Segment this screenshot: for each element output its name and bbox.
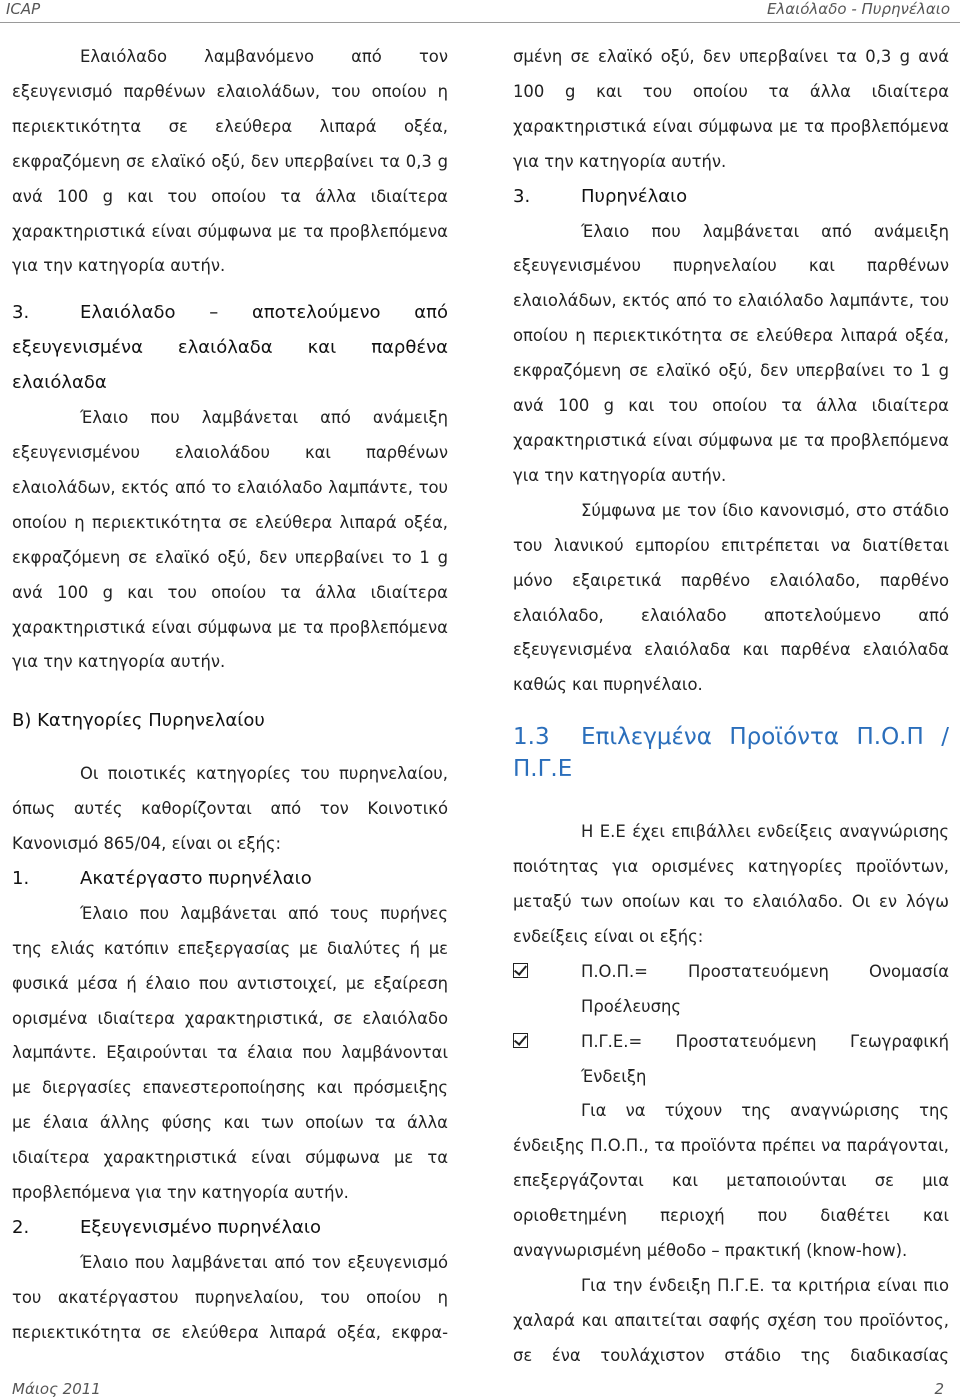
left-section-b-heading: Β) Κατηγορίες Πυρηνελαίου [12, 710, 265, 732]
footer-date: Μάιος 2011 [12, 1380, 101, 1398]
page-header [0, 0, 960, 23]
bullet-pop-continuation: Προέλευσης [581, 996, 682, 1016]
header-right-text: Ελαιόλαδο - Πυρηνέλαιο [766, 0, 950, 18]
left-heading-2-title: Εξευγενισμένο πυρηνέλαιο [80, 1217, 321, 1238]
right-column [513, 40, 949, 1374]
right-paragraph-1: σμένη σε ελαϊκό οξύ, δεν υπερβαίνει τα 0,3 g ανά 100 g και του οποίου τα άλλα ιδιαίτερα χαρακτηριστικά είναι σύμφωνα με τα προβλεπόμενα για την κατηγορία αυτήν. [513, 47, 949, 171]
page-number: 2 [934, 1380, 944, 1398]
paragraph-5-first-line [513, 1094, 949, 1129]
right-paragraph-6: Για την ένδειξη Π.Γ.Ε. τα κριτήρια είναι πιο χαλαρά και απαιτείται σαφής σχέση του προϊόντος, σε ένα τουλάχιστον στάδιο της διαδικασίας [513, 1276, 949, 1365]
left-heading-1-title: Ακατέργαστο πυρηνέλαιο [80, 867, 312, 889]
right-heading-3-title: Πυρηνέλαιο [581, 185, 688, 207]
bullet-pge [513, 1025, 949, 1060]
right-paragraph-5: ένδειξης Π.Ο.Π., τα προϊόντα πρέπει να παράγονται, επεξεργάζονται και μεταποιούνται σε μια οριοθετημένη περιοχή που διαθέτει και αναγνωρισμένη μέθοδο – πρακτική (know-how). [513, 1136, 949, 1261]
left-heading-1 [12, 862, 448, 897]
left-heading-2 [12, 1211, 448, 1246]
bullet-pop [513, 955, 949, 990]
right-paragraph-5-first-line: Για να τύχουν της αναγνώρισης της [581, 1101, 949, 1121]
left-paragraph-1: Ελαιόλαδο λαμβανόμενο από τον εξευγενισμό παρθένων ελαιολάδων, του οποίου η περιεκτικότητα σε ελεύθερα λιπαρά οξέα, εκφραζόμενη σε ελαϊκό οξύ, δεν υπερβαίνει τα 0,3 g ανά 100 g και του οποίου τα άλλα ιδιαίτερα χαρακτηριστικά είναι σύμφωνα με τα προβλεπόμενα για την κατηγορία αυτήν. [12, 47, 448, 276]
left-paragraph-2: Έλαιο που λαμβάνεται από ανάμειξη εξευγενισμένου ελαιολάδου και παρθένων ελαιολάδων, εκτός από το ελαιόλαδο λαμπάντε, του οποίου η περιεκτικότητα σε ελεύθερα λιπαρά οξέα, εκφραζόμενη σε ελαϊκό οξύ, δεν υπερβαίνει το 1 g ανά 100 g και του οποίου τα άλλα ιδιαίτερα χαρακτηριστικά είναι σύμφωνα με τα προβλεπόμενα για την κατηγορία αυτήν. [12, 408, 448, 672]
section-1-3-title: Επιλεγμένα Προϊόντα Π.Ο.Π / Π.Γ.Ε [513, 724, 949, 783]
left-heading-3 [12, 296, 448, 401]
left-heading-3-title: Ελαιόλαδο – αποτελούμενο από εξευγενισμένα ελαιόλαδα και παρθένα ελαιόλαδα [12, 302, 448, 394]
page-footer [0, 1380, 960, 1400]
right-heading-3 [513, 180, 949, 215]
right-paragraph-4: Η Ε.Ε έχει επιβάλλει ενδείξεις αναγνώρισης ποιότητας για ορισμένες κατηγορίες προϊόντων, μεταξύ των οποίων και το ελαιόλαδο. Οι εν λόγω ενδείξεις είναι οι εξής: [513, 822, 949, 946]
checkbox-icon [513, 955, 581, 990]
left-column [12, 40, 448, 1351]
checkbox-icon [513, 1025, 581, 1060]
section-1-3-heading [513, 721, 949, 785]
left-paragraph-3: Οι ποιοτικές κατηγορίες του πυρηνελαίου, όπως αυτές καθορίζονται από τον Κοινοτικό Κανονισμό 865/04, είναι οι εξής: [12, 764, 448, 854]
right-heading-3-number: 3. [513, 185, 531, 207]
left-heading-2-number: 2. [12, 1217, 30, 1238]
left-paragraph-5: Έλαιο που λαμβάνεται από τον εξευγενισμό του ακατέργαστου πυρηνελαίου, του οποίου η περιεκτικότητα σε ελεύθερα λιπαρά οξέα, εκφρα- [12, 1252, 448, 1342]
bullet-pge-continuation: Ένδειξη [581, 1066, 647, 1086]
bullet-pop-text: Π.Ο.Π.= Προστατευόμενη Ονομασία [581, 961, 949, 981]
header-left-text: ICAP [6, 0, 41, 18]
right-paragraph-2: Έλαιο που λαμβάνεται από ανάμειξη εξευγενισμένου πυρηνελαίου και παρθένων ελαιολάδων, εκτός από το ελαιόλαδο λαμπάντε, του οποίου η περιεκτικότητα σε ελεύθερα λιπαρά οξέα, εκφραζόμενη σε ελαϊκό οξύ, δεν υπερβαίνει το 1 g ανά 100 g και του οποίου τα άλλα ιδιαίτερα χαρακτηριστικά είναι σύμφωνα με τα προβλεπόμενα για την κατηγορία αυτήν. [513, 221, 949, 485]
left-heading-1-number: 1. [12, 867, 30, 889]
right-paragraph-3: Σύμφωνα με τον ίδιο κανονισμό, στο στάδιο του λιανικού εμπορίου επιτρέπεται να διατίθεται μόνο εξαιρετικά παρθένο ελαιόλαδο, παρθένο ελαιόλαδο, ελαιόλαδο αποτελούμενο από εξευγενισμένα ελαιόλαδα και παρθένα ελαιόλαδα καθώς και πυρηνέλαιο. [513, 500, 949, 695]
bullet-pge-text: Π.Γ.Ε.= Προστατευόμενη Γεωγραφική [581, 1031, 949, 1051]
section-1-3-number: 1.3 [513, 724, 550, 751]
left-heading-3-number: 3. [12, 302, 30, 324]
left-paragraph-4: Έλαιο που λαμβάνεται από τους πυρήνες της ελιάς κατόπιν επεξεργασίας με διαλύτες ή με φυσικά μέσα ή έλαιο που αντιστοιχεί, με εξαίρεση ορισμένα ιδιαίτερα χαρακτηριστικά, σε ελαιόλαδο λαμπάντε. Εξαιρούνται τα έλαια που λαμβάνονται με διεργασίες επανεστεροποίησης και πρόσμειξης με έλαια άλλης φύσης και των οποίων τα άλλα ιδιαίτερα χαρακτηριστικά είναι σύμφωνα με τα προβλεπόμενα για την κατηγορία αυτήν. [12, 903, 448, 1203]
